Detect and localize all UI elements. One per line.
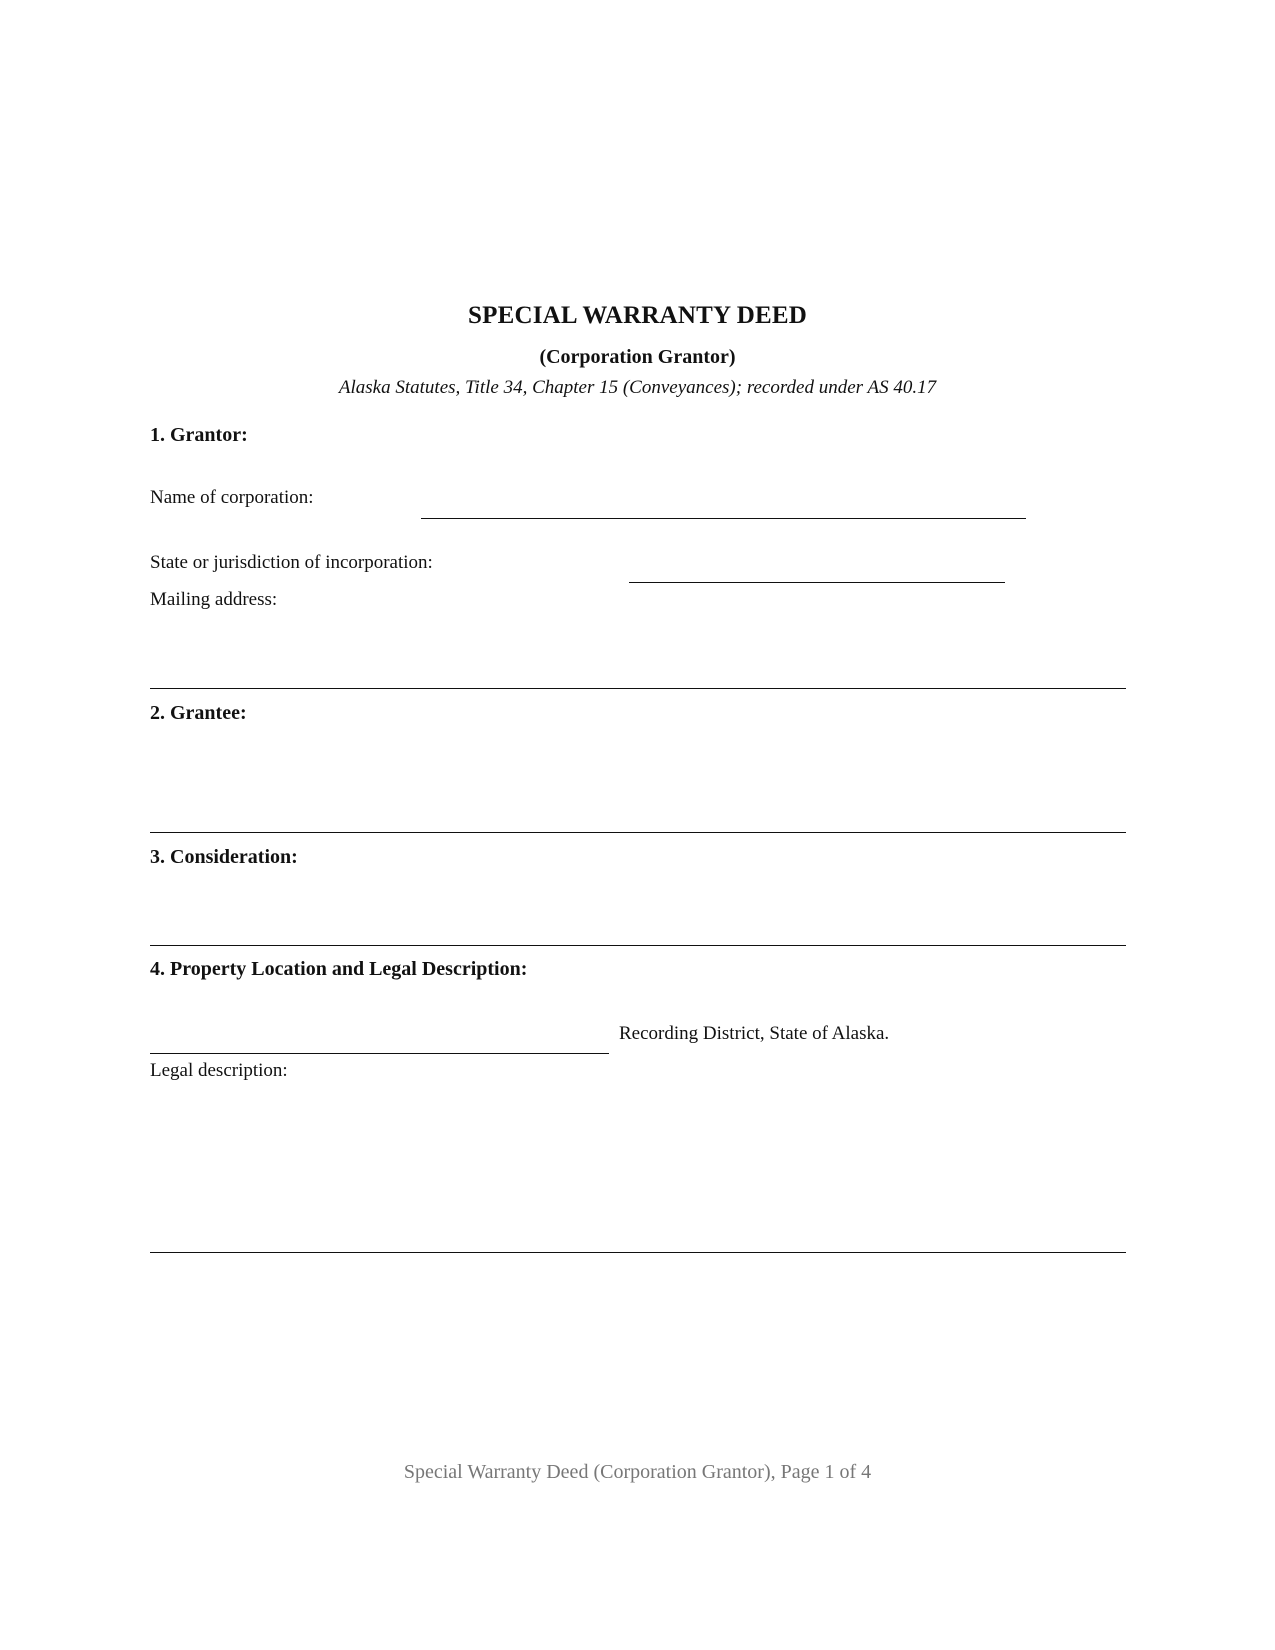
recording-district-field[interactable] — [150, 1053, 609, 1054]
section-grantee-heading: 2. Grantee: — [150, 702, 247, 724]
legal-description-field[interactable] — [150, 1252, 1126, 1253]
jurisdiction-label: State or jurisdiction of incorporation: — [150, 552, 433, 573]
jurisdiction-field[interactable] — [629, 582, 1005, 583]
consideration-field[interactable] — [150, 945, 1126, 946]
grantee-field[interactable] — [150, 832, 1126, 833]
section-grantor-heading: 1. Grantor: — [150, 424, 248, 446]
mailing-address-label: Mailing address: — [150, 589, 278, 610]
document-title: SPECIAL WARRANTY DEED — [468, 302, 807, 329]
legal-description-label: Legal description: — [150, 1060, 288, 1081]
corporation-name-label: Name of corporation: — [150, 487, 314, 508]
document-subtitle: (Corporation Grantor) — [539, 346, 736, 368]
page-footer: Special Warranty Deed (Corporation Grantor), Page 1 of 4 — [403, 1461, 872, 1483]
statute-reference: Alaska Statutes, Title 34, Chapter 15 (Conveyances); recorded under AS 40.17 — [338, 377, 937, 398]
section-property-heading: 4. Property Location and Legal Description: — [150, 958, 528, 980]
corporation-name-field[interactable] — [421, 518, 1026, 519]
mailing-address-field[interactable] — [150, 688, 1126, 689]
section-consideration-heading: 3. Consideration: — [150, 846, 298, 868]
recording-district-suffix: Recording District, State of Alaska. — [619, 1023, 890, 1044]
